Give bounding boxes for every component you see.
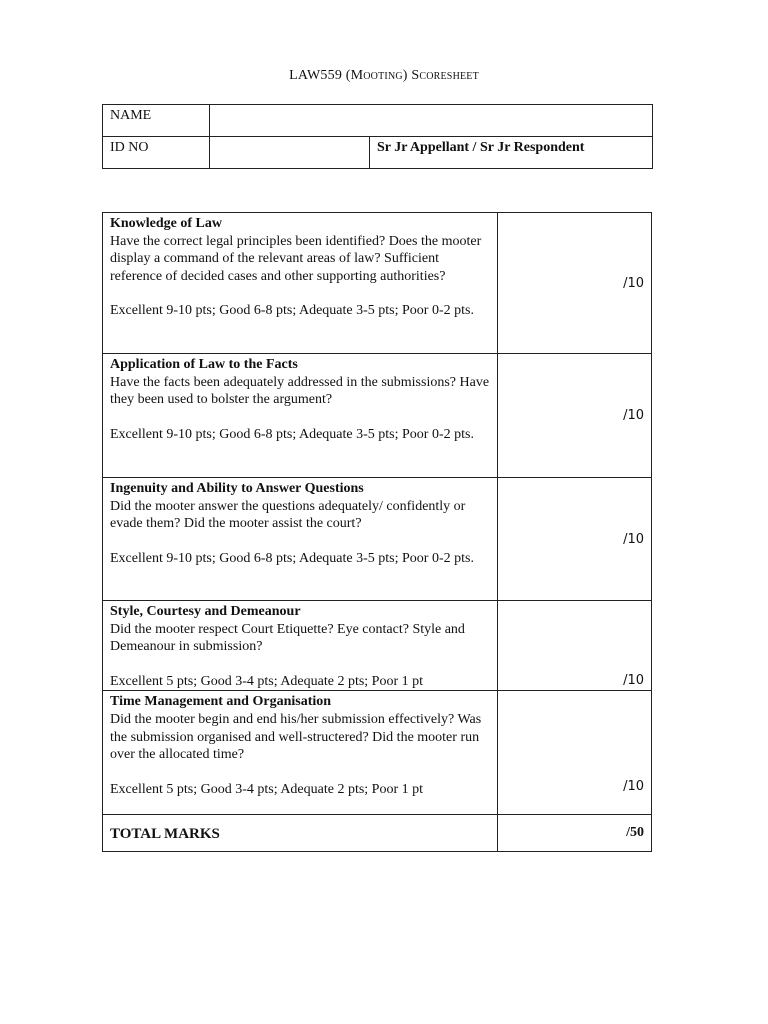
- criterion-scale: Excellent 9-10 pts; Good 6-8 pts; Adequate 3-5 pts; Poor 0-2 pts.: [110, 303, 474, 319]
- id-label: ID NO: [103, 137, 210, 169]
- total-mark[interactable]: /50: [497, 815, 651, 852]
- criterion-cell: [103, 601, 498, 691]
- criterion-row: [103, 478, 652, 601]
- name-label: NAME: [103, 105, 210, 137]
- criterion-row: [103, 354, 652, 478]
- criterion-question: Have the correct legal principles been identified? Does the mooter display a command of the relevant areas of law? Sufficient reference of decided cases and other supporting authorities?: [110, 233, 482, 284]
- total-row: [103, 815, 652, 852]
- mark-cell[interactable]: /10: [497, 691, 651, 815]
- criterion-cell: [103, 478, 498, 601]
- criterion-row: [103, 691, 652, 815]
- total-label: TOTAL MARKS: [103, 815, 498, 852]
- criterion-heading: Style, Courtesy and Demeanour: [110, 604, 301, 619]
- criterion-scale: Excellent 9-10 pts; Good 6-8 pts; Adequate 3-5 pts; Poor 0-2 pts.: [110, 426, 474, 442]
- course-code: LAW559: [289, 68, 343, 83]
- criterion-heading: Application of Law to the Facts: [110, 357, 298, 372]
- criterion-cell: [103, 354, 498, 478]
- criterion-heading: Ingenuity and Ability to Answer Questions: [110, 481, 364, 496]
- criterion-question: Did the mooter begin and end his/her submission effectively? Was the submission organised and well-structered? Did the mooter run over the allocated time?: [110, 711, 482, 763]
- mark-cell[interactable]: /10: [497, 478, 651, 601]
- criterion-question: Did the mooter respect Court Etiquette? Eye contact? Style and Demeanour in submission?: [110, 621, 465, 655]
- criterion-cell: [103, 691, 498, 815]
- title-subtitle: (Mooting) Scoresheet: [345, 68, 479, 83]
- mark-cell[interactable]: /10: [497, 213, 651, 354]
- scoring-table: [102, 212, 652, 852]
- criterion-question: Have the facts been adequately addressed in the submissions? Have they been used to bolster the argument?: [110, 374, 490, 408]
- page-title: [0, 68, 768, 84]
- student-info-table: [102, 104, 653, 169]
- criterion-scale: Excellent 5 pts; Good 3-4 pts; Adequate 2 pts; Poor 1 pt: [110, 673, 424, 689]
- id-field[interactable]: [210, 137, 370, 169]
- criterion-cell: [103, 213, 498, 354]
- criterion-question: Did the mooter answer the questions adequately/ confidently or evade them? Did the mooter assist the court?: [110, 498, 466, 532]
- criterion-heading: Time Management and Organisation: [110, 694, 332, 710]
- criterion-scale: Excellent 5 pts; Good 3-4 pts; Adequate 2 pts; Poor 1 pt: [110, 781, 424, 797]
- role-cell: Sr Jr Appellant / Sr Jr Respondent: [370, 137, 653, 169]
- criterion-heading: Knowledge of Law: [110, 216, 222, 231]
- mark-cell[interactable]: /10: [497, 354, 651, 478]
- criterion-row: [103, 601, 652, 691]
- criterion-row: [103, 213, 652, 354]
- name-field[interactable]: [210, 105, 653, 137]
- criterion-scale: Excellent 9-10 pts; Good 6-8 pts; Adequate 3-5 pts; Poor 0-2 pts.: [110, 550, 474, 566]
- mark-cell[interactable]: /10: [497, 601, 651, 691]
